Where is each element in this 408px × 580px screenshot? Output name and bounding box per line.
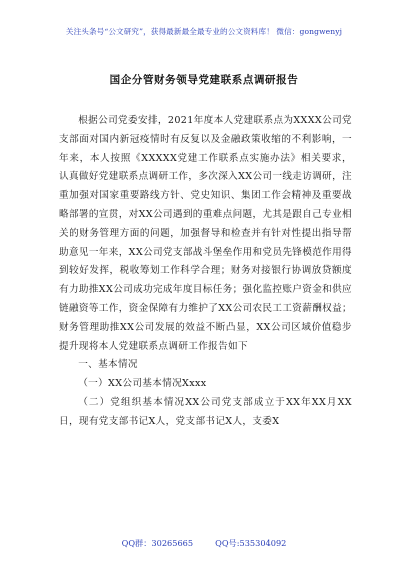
section-heading: 一、基本情况	[78, 359, 138, 371]
subsection-heading: （一）XX公司基本情况Xxxx	[78, 378, 207, 390]
qq-number-text: QQ号:535304092	[215, 538, 287, 548]
footer	[0, 538, 408, 549]
header-banner	[0, 0, 408, 58]
promo-text: 关注头条号“公文研究”，获得最新最全最专业的公文资料库！ 微信：gongwenyj	[65, 27, 343, 36]
document-title: 国企分管财务领导党建联系点调研报告	[109, 74, 299, 86]
qq-group-text: QQ群：30265665	[121, 538, 194, 548]
subsection-paragraph: （二）党组织基本情况XX公司党支部成立于XX年XX月XX日，现有党支部书记X人，党支部书记X人，支委X	[59, 396, 352, 427]
body-paragraph: 根据公司党委安排，2021年度本人党建联系点为XXXX公司党支部面对国内新冠疫情时有反复以及金融政策收缩的不利影响，一年来，本人按照《XXXXX党建工作联系点实施办法》相关要求，认真做好党建联系点调研工作，多次深入XX公司一线走访调研，注重加强对国家重要路线方针、党史知识、集团工作会精神及重要战略部署的宣贯，对XX公司遇到的重难点问题，尤其是跟自己专业相关的财务管理方面的问题，加强督导和检查并有针对性提出指导帮助意见一年来，XX公司党支部战斗堡垒作用和党员先锋模范作用得到较好发挥，税收筹划工作科学合理；财务对接银行协调放贷额度有力助推XX公司成功完成年度目标任务；强化监控账户资金和供应链融资等工作，资金保障有力维护了XX公司农民工工资薪酬权益；财务管理助推XX公司发展的效益不断凸显，XX公司区域价值稳步提升现将本人党建联系点调研工作报告如下	[59, 115, 352, 352]
document-body	[59, 112, 352, 432]
